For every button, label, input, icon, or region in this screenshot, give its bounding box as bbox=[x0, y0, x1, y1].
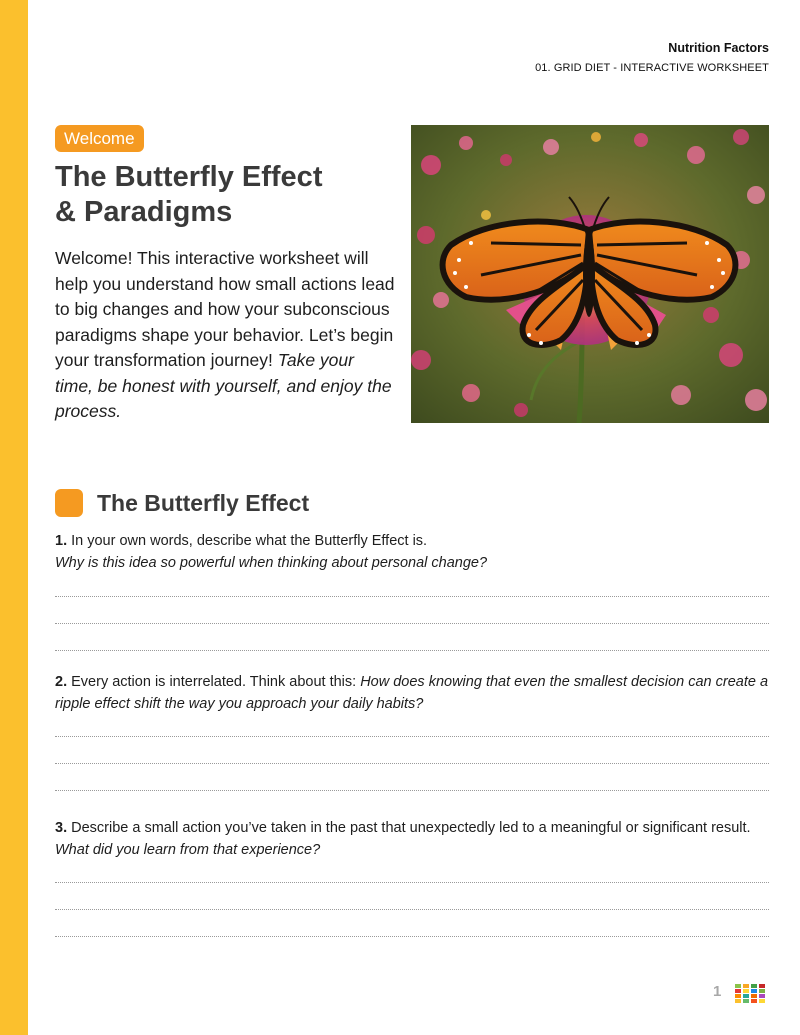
intro-italic: Take your time, be honest with yourself, and enjoy the process. bbox=[55, 350, 392, 421]
question-1-italic: Why is this idea so powerful when thinking about personal change? bbox=[55, 554, 488, 571]
question-2-italic: How does knowing that even the smallest decision can create a ripple effect shift the way you approach your daily habits? bbox=[55, 674, 769, 712]
monarch-butterfly-photo bbox=[411, 125, 769, 423]
answer-line-1c[interactable] bbox=[55, 650, 769, 651]
header-brand: Nutrition Factors bbox=[668, 41, 769, 55]
answer-line-3a[interactable] bbox=[55, 882, 769, 883]
brand-logo-grid-icon bbox=[735, 984, 767, 1004]
answer-line-2c[interactable] bbox=[55, 790, 769, 791]
question-3 bbox=[55, 818, 769, 861]
question-2-number: 2. bbox=[55, 674, 68, 690]
question-1 bbox=[55, 531, 769, 574]
page-number: 1 bbox=[713, 983, 722, 1000]
header-subtitle: 01. GRID DIET - INTERACTIVE WORKSHEET bbox=[535, 62, 769, 74]
question-2-text: Every action is interrelated. Think about this: bbox=[71, 674, 357, 690]
question-3-number: 3. bbox=[55, 820, 68, 836]
question-1-number: 1. bbox=[55, 533, 68, 549]
question-2 bbox=[55, 672, 769, 715]
answer-line-1b[interactable] bbox=[55, 623, 769, 624]
section-title: The Butterfly Effect bbox=[97, 490, 310, 516]
section-square-icon bbox=[55, 489, 83, 517]
intro-paragraph bbox=[55, 246, 395, 425]
question-3-italic: What did you learn from that experience? bbox=[55, 841, 321, 858]
side-accent-stripe bbox=[0, 0, 28, 1035]
page-title-line-1: The Butterfly Effect bbox=[55, 161, 323, 193]
page-title bbox=[55, 160, 385, 230]
answer-line-3b[interactable] bbox=[55, 909, 769, 910]
answer-line-3c[interactable] bbox=[55, 936, 769, 937]
answer-line-1a[interactable] bbox=[55, 596, 769, 597]
butterfly-illustration bbox=[411, 125, 769, 423]
answer-line-2a[interactable] bbox=[55, 736, 769, 737]
intro-text: Welcome! This interactive worksheet will help you understand how small actions lead to big changes and how your subconscious paradigms shape your behavior. Let’s begin your transformation journey! bbox=[55, 248, 395, 370]
question-1-text: In your own words, describe what the Butterfly Effect is. bbox=[71, 533, 428, 549]
page-title-line-2: & Paradigms bbox=[55, 196, 233, 228]
question-3-text: Describe a small action you’ve taken in the past that unexpectedly led to a meaningful or significant result. bbox=[71, 820, 751, 836]
answer-line-2b[interactable] bbox=[55, 763, 769, 764]
welcome-badge: Welcome bbox=[55, 125, 144, 152]
